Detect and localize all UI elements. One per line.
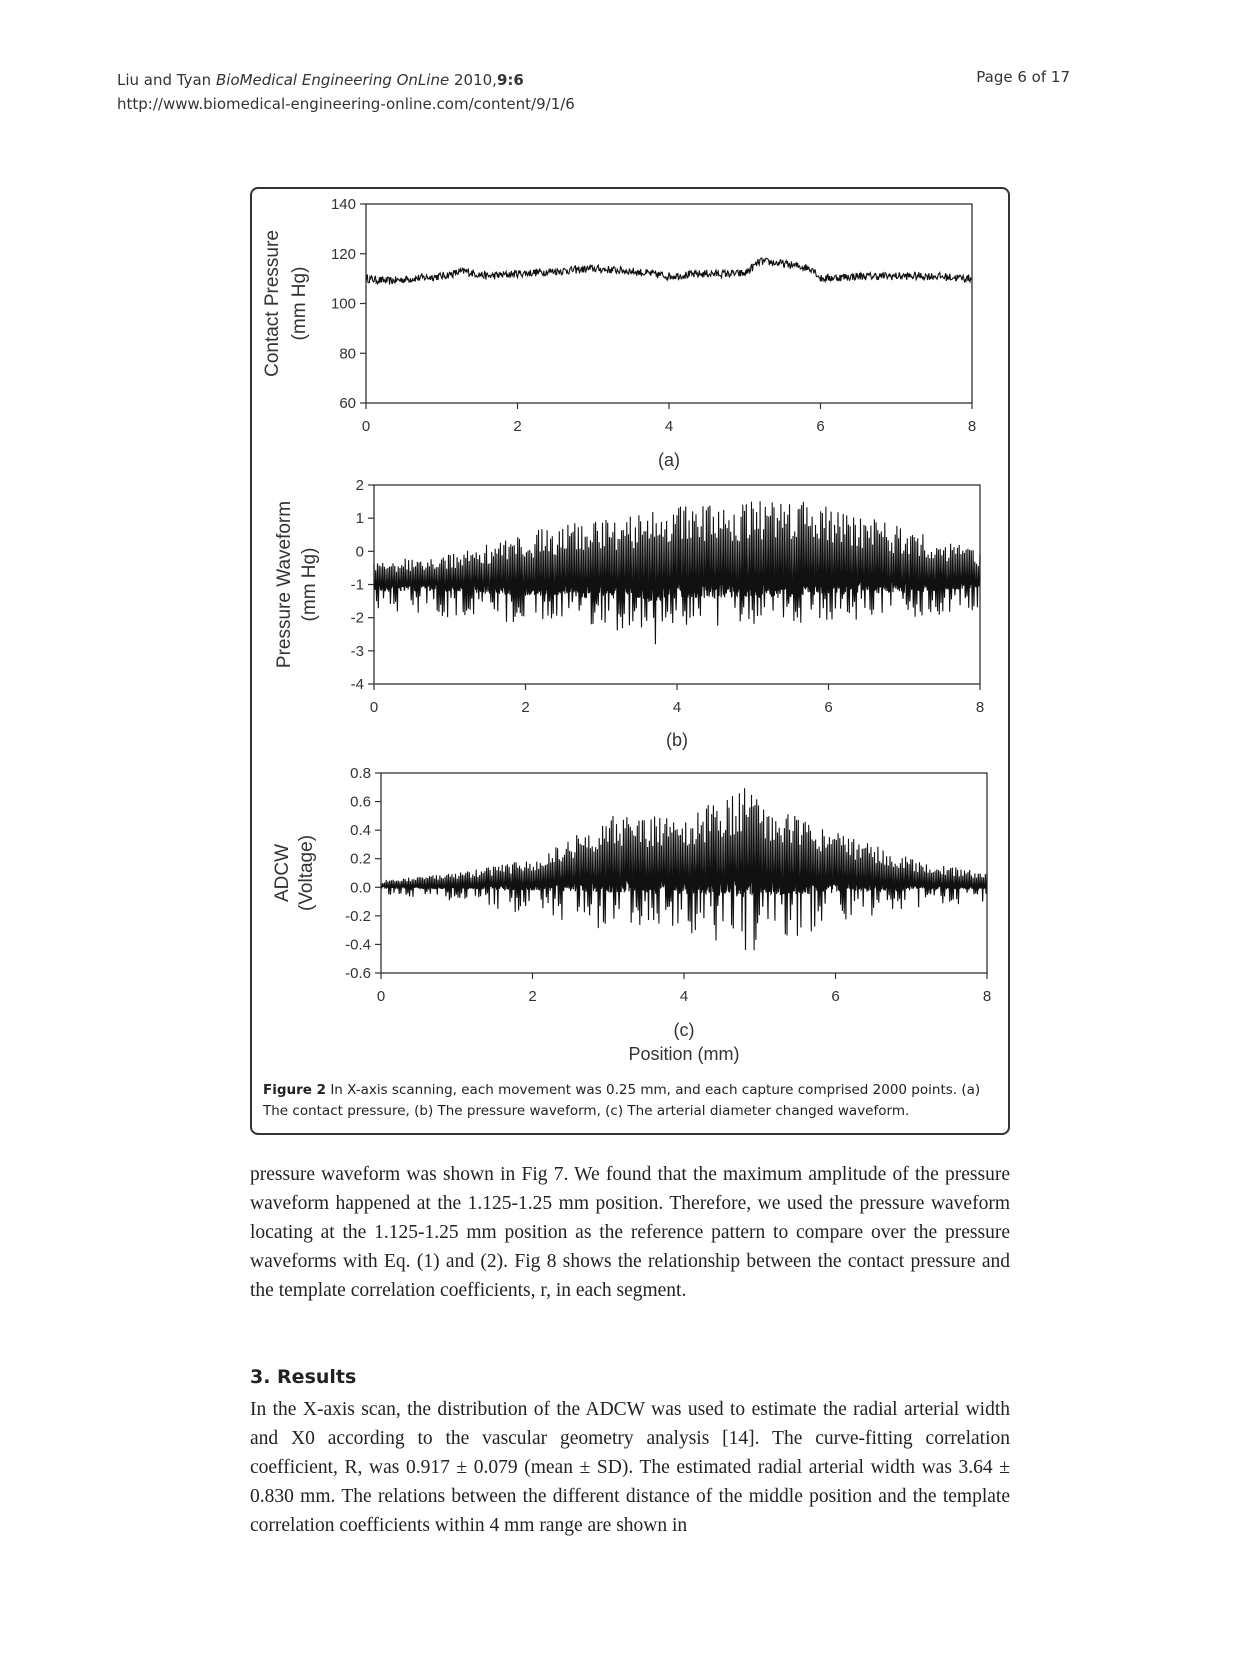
panel-label: (a) [658, 450, 680, 470]
paragraph-1: pressure waveform was shown in Fig 7. We found that the maximum amplitude of the pressure waveform happened at the 1.125-1.25 mm position. Therefore, we used the pressure waveform locating at the 1.125-1.25 mm position as the reference pattern to compare over the pressure waveforms with Eq. (1) and (2). Fig 8 shows the relationship between the contact pressure and the template correlation coefficients, r, in each segment. [250, 1164, 1010, 1301]
y-tick-label: 120 [330, 245, 356, 263]
results-text: In the X-axis scan, the distribution of the ADCW was used to estimate the radial arterial width and X0 according to the vascular geometry analysis [14]. The curve-fitting correlation coefficient, R, was 0.917 ± 0.079 (mean ± SD). The estimated radial arterial width was 3.64 ± 0.830 mm. The relations between the different distance of the middle position and the template correlation coefficients within 4 mm range are shown in [250, 1399, 1010, 1536]
y-axis-label: Contact Pressure [262, 230, 283, 377]
x-tick-label: 8 [967, 418, 977, 435]
body-paragraph [250, 1160, 1010, 1305]
series-trace [366, 258, 972, 285]
results-paragraph [250, 1395, 1010, 1540]
y-tick-label: -0.4 [345, 936, 371, 954]
x-tick-label: 2 [521, 699, 530, 716]
y-tick-label: 0.8 [350, 765, 371, 782]
plot-area-a [366, 204, 972, 403]
panel-label: (c) [673, 1020, 695, 1040]
x-tick-label: 6 [831, 988, 840, 1005]
y-tick-label: -3 [350, 642, 364, 660]
x-tick-label: 6 [824, 699, 833, 716]
x-tick-label: 0 [369, 699, 379, 716]
series-trace [374, 501, 980, 644]
x-tick-label: 2 [513, 418, 522, 435]
x-tick-label: 0 [376, 988, 386, 1005]
y-tick-label: -0.6 [345, 965, 371, 982]
x-tick-label: 8 [982, 988, 992, 1005]
header-authors: Liu and Tyan [117, 71, 212, 89]
caption-text: In X-axis scanning, each movement was 0.25 mm, and each capture comprised 2000 points. (a) The contact pressure, (b) The pressure waveform, (c) The arterial diameter changed waveform. [263, 1082, 981, 1119]
y-axis-label: (Voltage) [296, 834, 317, 912]
series-trace [381, 788, 987, 950]
x-tick-label: 4 [672, 699, 682, 716]
page-number: Page 6 of 17 [976, 68, 1070, 86]
y-tick-label: -2 [350, 609, 364, 627]
y-tick-label: 1 [355, 510, 364, 528]
header-volume: 9:6 [496, 71, 524, 89]
y-axis-label: ADCW [272, 843, 293, 903]
x-tick-label: 0 [361, 418, 371, 435]
x-tick-label: 8 [975, 699, 985, 716]
y-axis-label: (mm Hg) [299, 547, 320, 622]
y-tick-label: 0.6 [350, 793, 371, 811]
y-tick-label: 0.0 [350, 879, 371, 897]
y-axis-label: Pressure Waveform [274, 500, 295, 669]
y-tick-label: -0.2 [345, 907, 371, 925]
y-tick-label: 2 [355, 477, 364, 494]
caption-label: Figure 2 [263, 1082, 327, 1098]
y-tick-label: 100 [330, 295, 356, 313]
y-tick-label: 0.2 [350, 850, 371, 868]
x-tick-label: 4 [679, 988, 689, 1005]
header-year: 2010, [453, 71, 497, 89]
y-tick-label: 80 [339, 345, 356, 363]
y-tick-label: 60 [339, 395, 356, 412]
panel-label: (b) [666, 730, 688, 750]
y-tick-label: -4 [350, 676, 364, 693]
y-tick-label: -1 [350, 576, 364, 594]
y-tick-label: 0.4 [350, 822, 371, 840]
figure-caption [263, 1080, 1003, 1122]
header-journal: BioMedical Engineering OnLine [215, 71, 450, 89]
x-tick-label: 2 [528, 988, 537, 1005]
y-tick-label: 140 [330, 196, 356, 213]
x-tick-label: 6 [816, 418, 825, 435]
y-tick-label: 0 [355, 543, 364, 561]
section-heading-results: 3. Results [250, 1366, 357, 1388]
x-axis-label: Position (mm) [628, 1044, 740, 1064]
header-url[interactable]: http://www.biomedical-engineering-online.com/content/9/1/6 [117, 95, 575, 113]
x-tick-label: 4 [664, 418, 674, 435]
y-axis-label: (mm Hg) [289, 266, 310, 341]
